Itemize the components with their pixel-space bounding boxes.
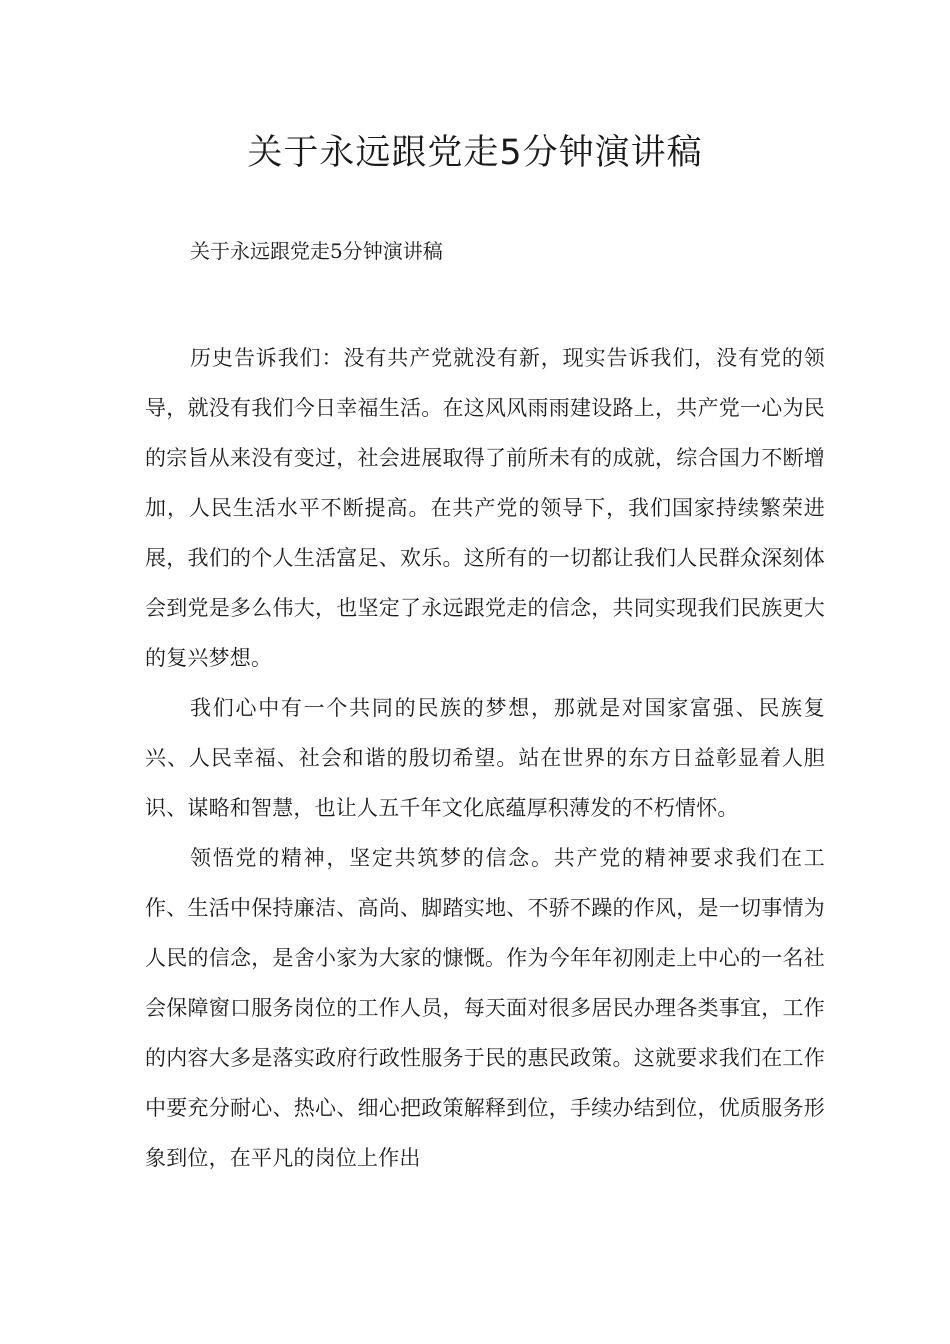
paragraph-spirit: 领悟党的精神，坚定共筑梦的信念。共产党的精神要求我们在工作、生活中保持廉洁、高尚、脚踏实地、不骄不躁的作风，是一切事情为人民的信念，是舍小家为大家的慷慨。作为今年年初刚走上中心的一名社会保障窗口服务岗位的工作人员，每天面对很多居民办理各类事宜，工作的内容大多是落实政府行政性服务于民的惠民政策。这就要求我们在工作中要充分耐心、热心、细心把政策解释到位，手续办结到位，优质服务形象到位，在平凡的岗位上作出 [145, 846, 825, 1170]
document-body [145, 333, 825, 1183]
document-title: 关于永远跟党走5分钟演讲稿 [247, 133, 703, 173]
document-subtitle: 关于永远跟党走5分钟演讲稿 [190, 239, 443, 263]
paragraph-history: 历史告诉我们：没有共产党就没有新，现实告诉我们，没有党的领导，就没有我们今日幸福生活。在这风风雨雨建设路上，共产党一心为民的宗旨从来没有变过，社会进展取得了前所未有的成就，综合国力不断增加，人民生活水平不断提高。在共产党的领导下，我们国家持续繁荣进展，我们的个人生活富足、欢乐。这所有的一切都让我们人民群众深刻体会到党是多么伟大，也坚定了永远跟党走的信念，共同实现我们民族更大的复兴梦想。 [145, 346, 825, 670]
paragraph-dream: 我们心中有一个共同的民族的梦想，那就是对国家富强、民族复兴、人民幸福、社会和谐的殷切希望。站在世界的东方日益彰显着人胆识、谋略和智慧，也让人五千年文化底蕴厚积薄发的不朽情怀。 [145, 696, 825, 820]
